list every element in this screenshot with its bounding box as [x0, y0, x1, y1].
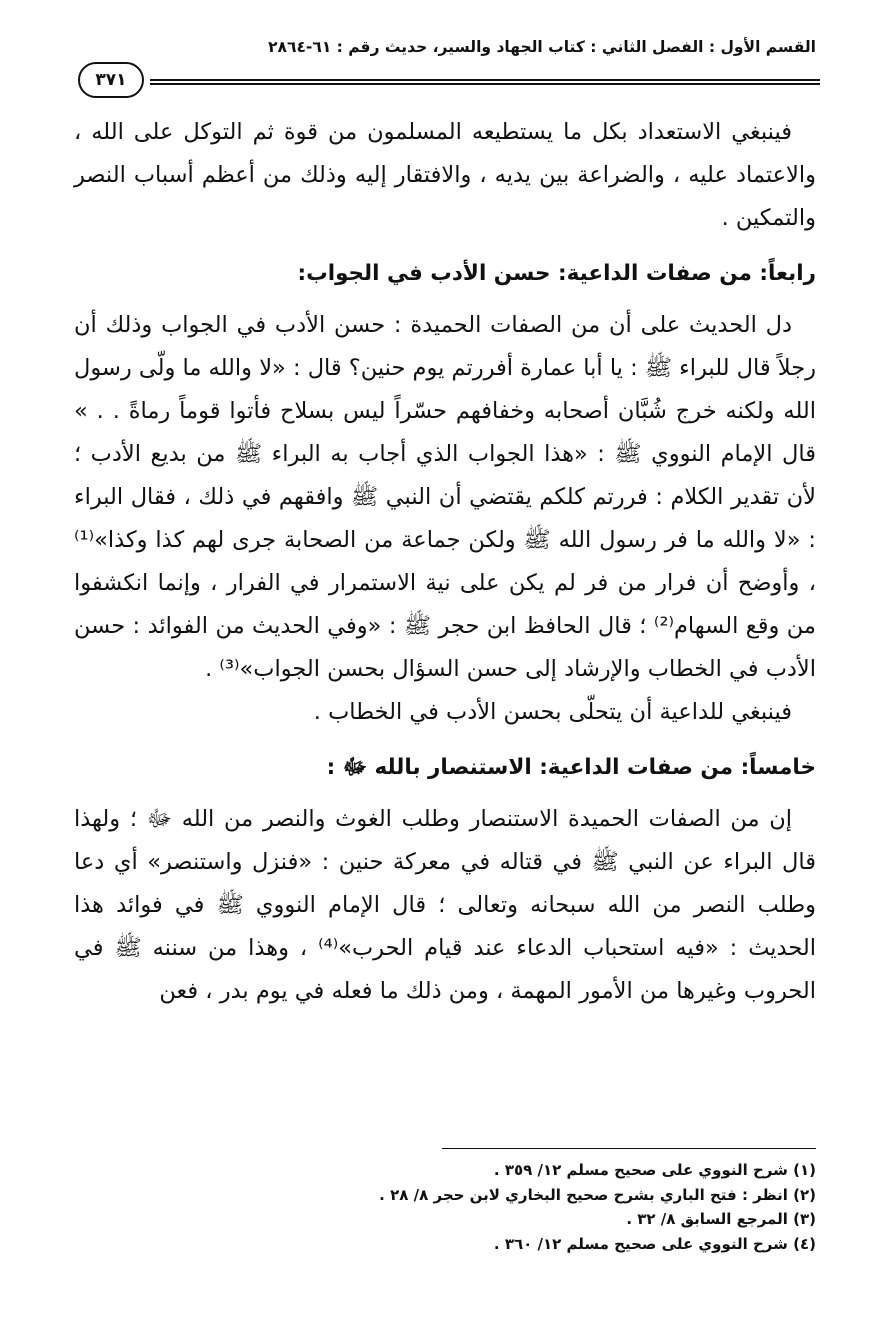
header-rule-bottom — [150, 83, 820, 85]
header-rule-area — [78, 62, 820, 102]
running-head: القسم الأول : الفصل الثاني : كتاب الجهاد والسير، حديث رقم : ٦١-٢٨٦٤ — [268, 38, 816, 56]
paragraph-2: دل الحديث على أن من الصفات الحميدة : حسن الأدب في الجواب وذلك أن رجلاً قال للبراء ﷺ : يا أبا عمارة أفررتم يوم حنين؟ قال : «لا والله ما ولّى رسول الله ولكنه خرج شُبَّان أصحابه وخفافهم حسّراً ليس بسلاح فأتوا قوماً رماةً . . » قال الإمام النووي ﷺ : «هذا الجواب الذي أجاب به البراء ﷺ من بديع الأدب ؛ لأن تقدير الكلام : فررتم كلكم يقتضي أن النبي ﷺ وافقهم في ذلك ، فقال البراء : «لا والله ما فر رسول الله ﷺ ولكن جماعة من الصحابة جرى لهم كذا وكذا»⁽¹⁾ ، وأوضح أن فرار من فر لم يكن على نية الاستمرار في الفرار ، وإنما انكشفوا من وقع السهام⁽²⁾ ؛ قال الحافظ ابن حجر ﷺ : «وفي الحديث من الفوائد : حسن الأدب في الخطاب والإرشاد إلى حسن السؤال بحسن الجواب»⁽³⁾ . — [74, 312, 816, 682]
header-rule-top — [150, 79, 820, 81]
footnotes — [74, 1158, 816, 1256]
section-heading-5: خامساً: من صفات الداعية: الاستنصار بالله ﷻ : — [326, 755, 816, 780]
footnote-1: (١) شرح النووي على صحيح مسلم ١٢/ ٣٥٩ . — [493, 1161, 816, 1179]
page-number: ٣٧١ — [78, 62, 144, 98]
main-text — [74, 111, 816, 1013]
paragraph-3: فينبغي للداعية أن يتحلّى بحسن الأدب في الخطاب . — [313, 699, 792, 725]
paragraph-4: إن من الصفات الحميدة الاستنصار وطلب الغوث والنصر من الله ﷻ ؛ ولهذا قال البراء عن النبي ﷺ في قتاله في معركة حنين : «فنزل واستنصر» أي دعا وطلب النصر من الله سبحانه وتعالى ؛ قال الإمام النووي ﷺ في فوائد هذا الحديث : «فيه استحباب الدعاء عند قيام الحرب»⁽⁴⁾ ، وهذا من سننه ﷺ في الحروب وغيرها من الأمور المهمة ، ومن ذلك ما فعله في يوم بدر ، فعن — [74, 806, 816, 1004]
section-heading-4: رابعاً: من صفات الداعية: حسن الأدب في الجواب: — [297, 261, 816, 286]
footnote-rule — [442, 1148, 816, 1149]
paragraph-1: فينبغي الاستعداد بكل ما يستطيعه المسلمون من قوة ثم التوكل على الله ، والاعتماد عليه ، والضراعة بين يديه ، والافتقار إليه وذلك من أعظم أسباب النصر والتمكين . — [74, 119, 816, 231]
footnote-3: (٣) المرجع السابق ٨/ ٣٢ . — [626, 1210, 816, 1228]
footnote-2: (٢) انظر : فتح الباري بشرح صحيح البخاري لابن حجر ٨/ ٢٨ . — [379, 1185, 816, 1204]
footnote-4: (٤) شرح النووي على صحيح مسلم ١٢/ ٣٦٠ . — [493, 1234, 816, 1253]
